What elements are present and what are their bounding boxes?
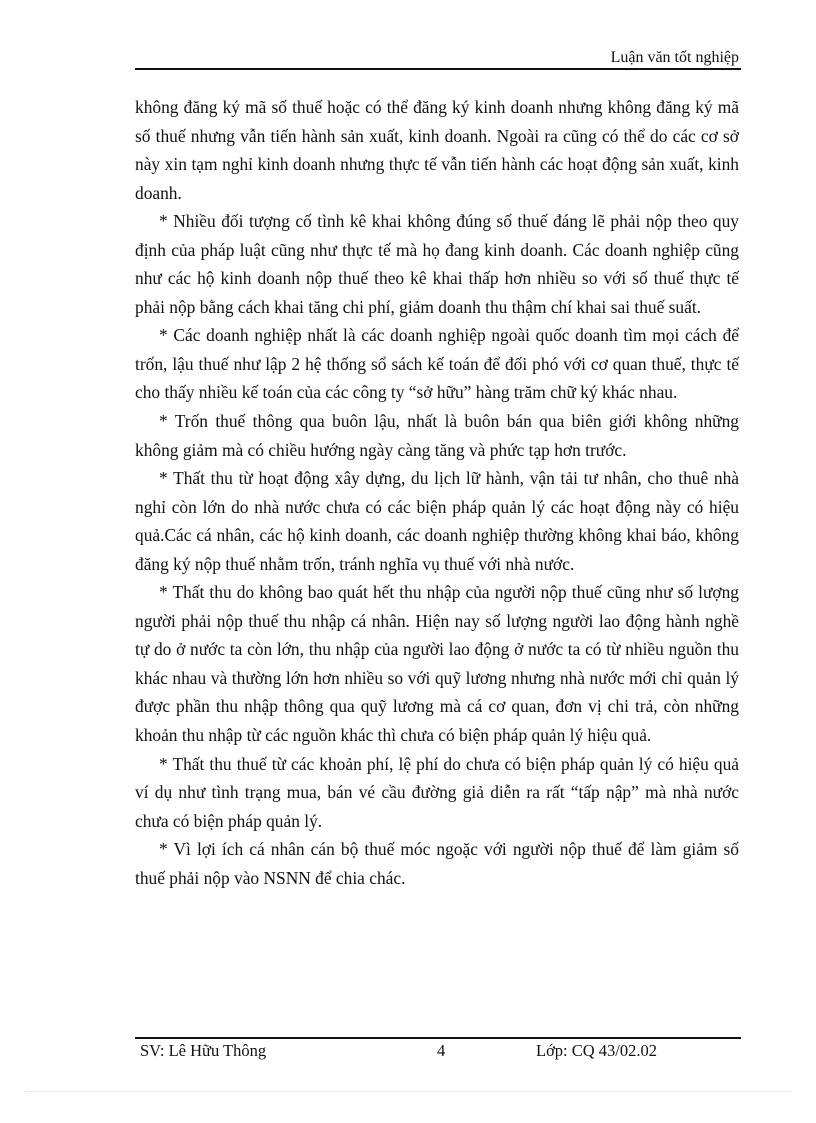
footer-page-number: 4: [437, 1041, 446, 1060]
paragraph-bullet: * Thất thu thuế từ các khoản phí, lệ phí do chưa có biện pháp quản lý có hiệu quả ví dụ như tình trạng mua, bán vé cầu đường giả diễn ra rất “tấp nập” mà nhà nước chưa có biện pháp quản lý.: [135, 753, 739, 831]
paragraph-bullet: * Nhiều đối tượng cố tình kê khai không đúng số thuế đáng lẽ phải nộp theo quy định của pháp luật cũng như thực tế mà họ đang kinh doanh. Các doanh nghiệp cũng như các hộ kinh doanh nộp thuế theo kê khai thấp hơn nhiều so với số thuế thực tế phải nộp bằng cách khai tăng chi phí, giảm doanh thu thậm chí khai sai thuế suất.: [135, 211, 739, 317]
paragraph-bullet: * Thất thu do không bao quát hết thu nhập của người nộp thuế cũng như số lượng người phải nộp thuế thu nhập cá nhân. Hiện nay số lượng người lao động hành nghề tự do ở nước ta còn lớn, thu nhập của người lao động ở nước ta có từ nhiều nguồn thu khác nhau và thường lớn hơn nhiều so với quỹ lương nhưng nhà nước mới chỉ quản lý được phần thu nhập thông qua quỹ lương mà cá cơ quan, đơn vị chi trả, còn những khoản thu nhập từ các nguồn khác thì chưa có biện pháp quản lý hiệu quả.: [135, 582, 739, 746]
footer-divider: [135, 1037, 741, 1039]
header-title: Luận văn tốt nghiệp: [610, 49, 739, 66]
footer-class: Lớp: CQ 43/02.02: [536, 1041, 658, 1060]
paragraph-bullet: * Vì lợi ích cá nhân cán bộ thuế móc ngoặc với người nộp thuế để làm giảm số thuế phải nộp vào NSNN để chia chác.: [135, 839, 739, 888]
page-bottom-border: [24, 1091, 792, 1092]
paragraph-bullet: * Các doanh nghiệp nhất là các doanh nghiệp ngoài quốc doanh tìm mọi cách để trốn, lậu thuế như lập 2 hệ thống sổ sách kế toán để đối phó với cơ quan thuế, thực tế cho thấy nhiều kế toán của các công ty “sở hữu” hàng trăm chữ ký khác nhau.: [135, 325, 739, 403]
footer-student-name: SV: Lê Hữu Thông: [140, 1041, 267, 1060]
header-divider: [135, 68, 741, 70]
paragraph-continuation: không đăng ký mã số thuế hoặc có thể đăng ký kinh doanh nhưng không đăng ký mã số thuế nhưng vẫn tiến hành sản xuất, kinh doanh. Ngoài ra cũng có thể do các cơ sở này xin tạm nghỉ kinh doanh nhưng thực tế vẫn tiến hành các hoạt động sản xuất, kinh doanh.: [135, 97, 739, 203]
body-text: [135, 93, 739, 892]
paragraph-bullet: * Thất thu từ hoạt động xây dựng, du lịch lữ hành, vận tải tư nhân, cho thuê nhà nghỉ còn lớn do nhà nước chưa có các biện pháp quản lý các hoạt động này có hiệu quả.Các cá nhân, các hộ kinh doanh, các doanh nghiệp thường không khai báo, không đăng ký nộp thuế nhằm trốn, tránh nghĩa vụ thuế với nhà nước.: [135, 468, 739, 574]
paragraph-bullet: * Trốn thuế thông qua buôn lậu, nhất là buôn bán qua biên giới không những không giảm mà có chiều hướng ngày càng tăng và phức tạp hơn trước.: [135, 411, 739, 460]
